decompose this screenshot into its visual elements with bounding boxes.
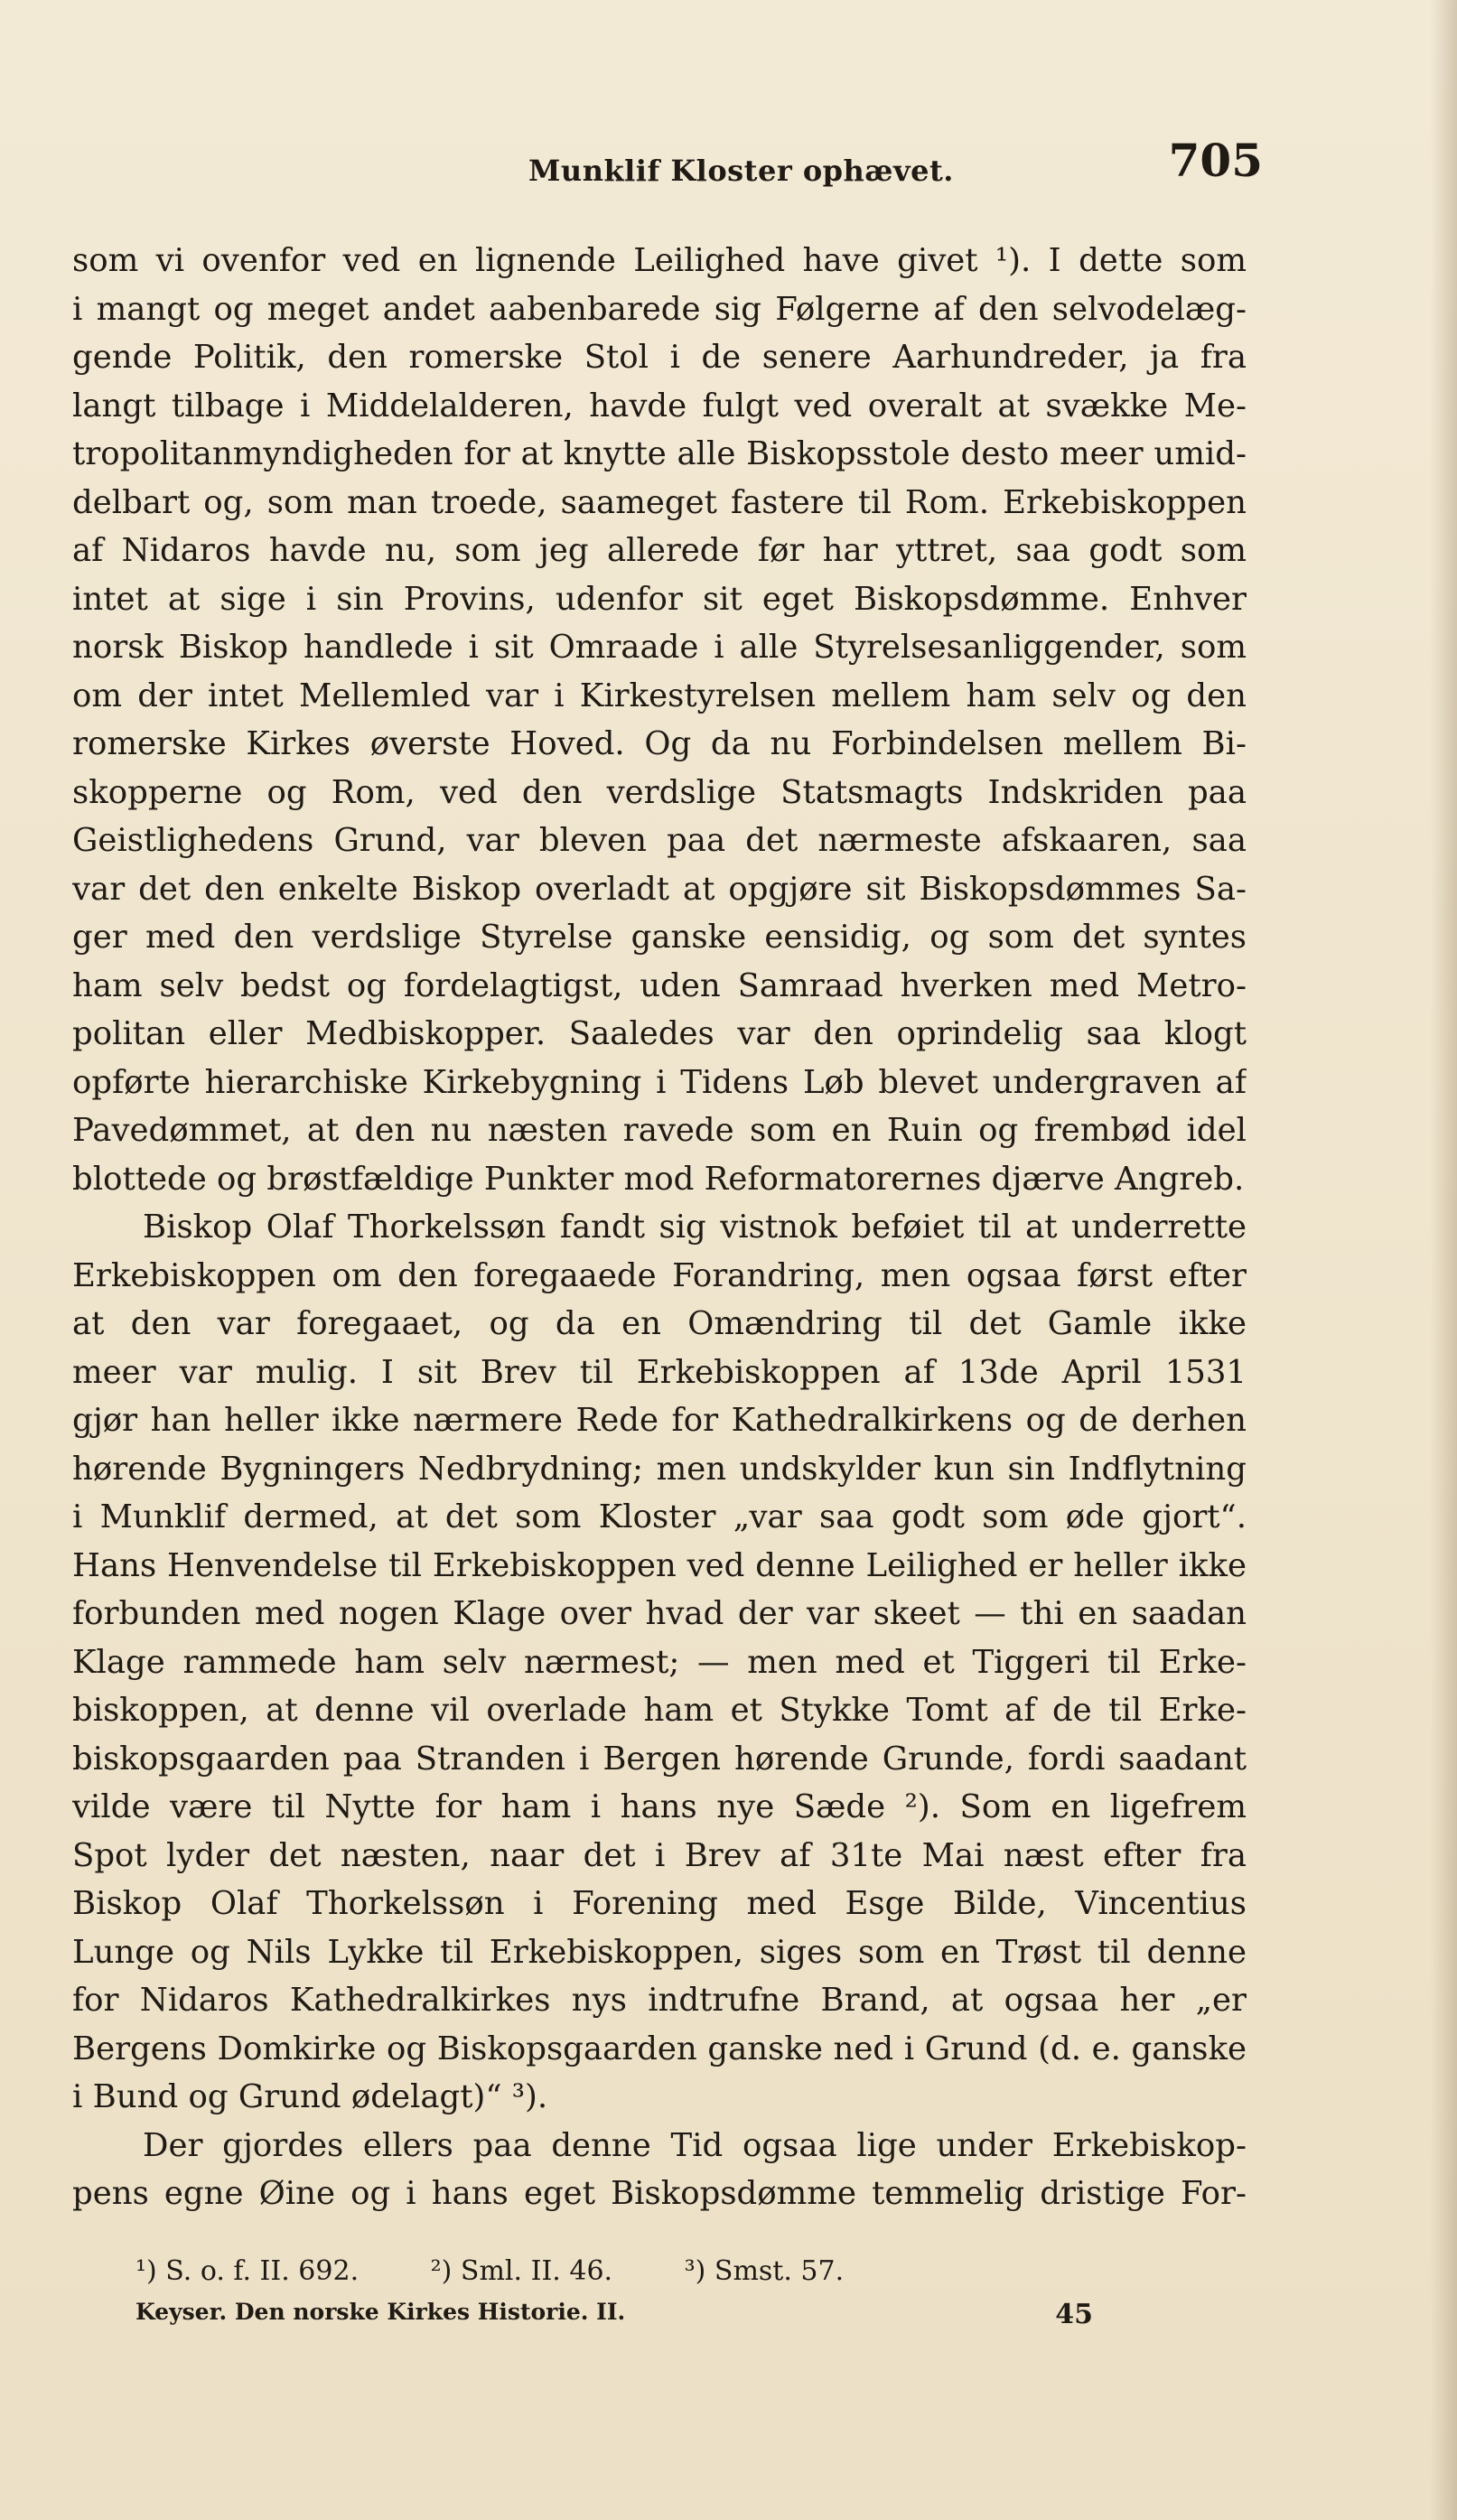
text-line: meer var mulig. I sit Brev til Erkebiskoppen af 13de April 1531	[72, 1353, 1247, 1391]
text-line: hørende Bygningers Nedbrydning; men undskylder kun sin Indflytning	[72, 1450, 1247, 1488]
text-line: forbunden med nogen Klage over hvad der var skeet — thi en saadan	[72, 1595, 1247, 1632]
text-line: delbart og, som man troede, saameget fastere til Rom. Erkebiskoppen	[72, 483, 1247, 521]
text-line: for Nidaros Kathedralkirkes nys indtrufne Brand, at ogsaa her „er	[72, 1982, 1247, 2019]
text-line: politan eller Medbiskopper. Saaledes var den oprindelig saa klogt	[72, 1015, 1247, 1052]
footnote: ³) Smst. 57.	[684, 2255, 845, 2287]
text-line: gende Politik, den romerske Stol i de senere Aarhundreder, ja fra	[72, 339, 1247, 376]
page-header	[72, 134, 1263, 206]
text-line: af Nidaros havde nu, som jeg allerede før har yttret, saa godt som	[72, 532, 1247, 569]
footnotes	[135, 2254, 1129, 2290]
text-line: Klage rammede ham selv nærmest; — men med et Tiggeri til Erke-	[72, 1643, 1247, 1681]
text-line: var det den enkelte Biskop overladt at opgjøre sit Biskopsdømmes Sa-	[72, 870, 1247, 908]
text-line: tropolitanmyndigheden for at knytte alle Biskopsstole desto meer umid-	[72, 435, 1247, 472]
signature-number: 45	[1055, 2299, 1093, 2330]
text-line: Der gjordes ellers paa denne Tid ogsaa lige under Erkebiskop-	[143, 2126, 1247, 2164]
text-line: Biskop Olaf Thorkelssøn fandt sig vistnok beføiet til at underrette	[143, 1209, 1247, 1246]
text-line: i mangt og meget andet aabenbarede sig Følgerne af den selvodelæg-	[72, 290, 1247, 328]
text-line: om der intet Mellemled var i Kirkestyrelsen mellem ham selv og den	[72, 677, 1247, 714]
text-line: Erkebiskoppen om den foregaaede Forandring, men ogsaa først efter	[72, 1256, 1247, 1294]
body-text	[72, 237, 1247, 2218]
running-head: Munklif Kloster ophævet.	[528, 154, 954, 188]
text-line: Bergens Domkirke og Biskopsgaarden ganske ned i Grund (d. e. ganske	[72, 2030, 1247, 2067]
text-line: som vi ovenfor ved en lignende Leilighed have givet ¹). I dette som	[72, 242, 1247, 279]
text-line: romerske Kirkes øverste Hoved. Og da nu Forbindelsen mellem Bi-	[72, 725, 1247, 762]
page-edge-shadow	[1430, 0, 1457, 2520]
text-line: langt tilbage i Middelalderen, havde fulgt ved overalt at svække Me-	[72, 387, 1247, 425]
text-line: pens egne Øine og i hans eget Biskopsdømme temmelig dristige For-	[72, 2175, 1247, 2212]
text-line: biskopsgaarden paa Stranden i Bergen hørende Grunde, fordi saadant	[72, 1740, 1247, 1778]
text-line: skopperne og Rom, ved den verdslige Statsmagts Indskriden paa	[72, 773, 1247, 811]
text-line: norsk Biskop handlede i sit Omraade i alle Styrelsesanliggender, som	[72, 629, 1247, 666]
text-line: vilde være til Nytte for ham i hans nye Sæde ²). Som en ligefrem	[72, 1788, 1247, 1825]
text-line: blottede og brøstfældige Punkter mod Reformatorernes djærve Angreb.	[72, 1160, 1245, 1198]
text-line: Biskop Olaf Thorkelssøn i Forening med Esge Bilde, Vincentius	[72, 1885, 1247, 1922]
text-line: Hans Henvendelse til Erkebiskoppen ved denne Leilighed er heller ikke	[72, 1546, 1247, 1584]
signature-mark: Keyser. Den norske Kirkes Historie. II.	[135, 2299, 626, 2325]
text-line: Geistlighedens Grund, var bleven paa det nærmeste afskaaren, saa	[72, 822, 1247, 859]
text-line: Lunge og Nils Lykke til Erkebiskoppen, siges som en Trøst til denne	[72, 1933, 1247, 1971]
text-line: intet at sige i sin Provins, udenfor sit eget Biskopsdømme. Enhver	[72, 580, 1247, 618]
text-line: Spot lyder det næsten, naar det i Brev af 31te Mai næst efter fra	[72, 1836, 1247, 1874]
footnote: ²) Sml. II. 46.	[430, 2255, 613, 2287]
text-line: ham selv bedst og fordelagtigst, uden Samraad hverken med Metro-	[72, 966, 1247, 1004]
text-line: at den var foregaaet, og da en Omændring til det Gamle ikke	[72, 1305, 1247, 1342]
text-line: i Bund og Grund ødelagt)“ ³).	[72, 2078, 548, 2115]
text-line: opførte hierarchiske Kirkebygning i Tidens Løb blevet undergraven af	[72, 1063, 1247, 1101]
text-line: ger med den verdslige Styrelse ganske eensidig, og som det syntes	[72, 919, 1247, 956]
page-number: 705	[1168, 134, 1263, 187]
footnote: ¹) S. o. f. II. 692.	[135, 2255, 360, 2287]
text-line: Pavedømmet, at den nu næsten ravede som en Ruin og frembød idel	[72, 1112, 1247, 1149]
text-line: i Munklif dermed, at det som Kloster „var saa godt som øde gjort“.	[72, 1498, 1247, 1535]
text-line: biskoppen, at denne vil overlade ham et Stykke Tomt af de til Erke-	[72, 1692, 1247, 1729]
text-line: gjør han heller ikke nærmere Rede for Kathedralkirkens og de derhen	[72, 1402, 1247, 1439]
